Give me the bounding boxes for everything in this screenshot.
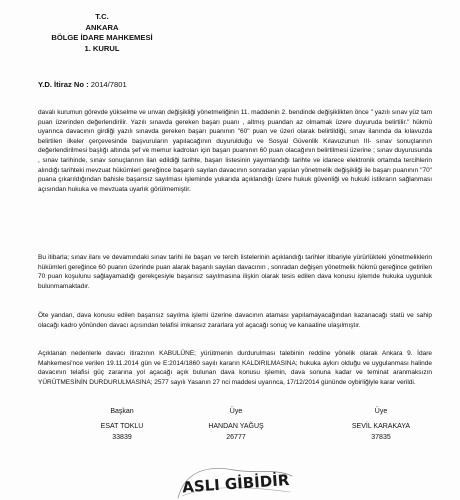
header-line-tc: T.C. xyxy=(95,12,109,21)
signature-number: 26777 xyxy=(226,434,246,441)
objection-number-value: 2014/7801 xyxy=(90,80,127,89)
court-header xyxy=(42,12,162,54)
stamp-text: ASLI GİBİDİR xyxy=(181,471,290,497)
signature-block-member-1 xyxy=(196,406,276,444)
header-line-city: ANKARA xyxy=(85,22,119,32)
signature-block-member-2 xyxy=(336,406,426,444)
signature-name: SEVİL KARAKAYA xyxy=(351,422,411,430)
signature-role: Üye xyxy=(229,408,243,415)
header-line-court: BÖLGE İDARE MAHKEMESİ xyxy=(51,33,153,42)
objection-number-label: Y.D. İtiraz No : xyxy=(38,80,89,89)
signature-block-president xyxy=(82,406,162,444)
signature-name: HANDAN YAĞUŞ xyxy=(208,422,264,430)
signature-role: Üye xyxy=(374,408,388,415)
signature-number: 33839 xyxy=(112,434,132,441)
signature-number: 37835 xyxy=(371,434,391,441)
body-paragraph-4: Açıklanan nedenlerle davacı itirazının KABULÜNE; yürütmenin durdurulması talebinin reddine yönelik olarak Ankara 9. İdare Mahkemesi'nce verilen 19.11.2014 gün ve E:2014/1860 sayılı kararın KALDIRILMASINA; hukuka aykırı olduğu ve uygulanması halinde davacının telafisi güç zararına yol açacağı açık bulunan dava konusu işlemin, dava sonuna kadar ve teminat aranmaksızın YÜRÜTMESİNİN DURDURULMASINA; 2577 sayılı Yasanın 27 nci maddesi uyarınca, 17/12/2014 gününde oybirliğiyle karar verildi. xyxy=(38,350,432,386)
certified-copy-stamp xyxy=(172,462,298,500)
header-line-panel: 1. KURUL xyxy=(84,43,120,53)
objection-number xyxy=(38,80,127,89)
signature-name: ESAT TOKLU xyxy=(100,422,144,430)
body-paragraph-1: davalı kurumun görevde yükselme ve unvan değişikliği yönetmeliğinin 11. maddenin 2. bendinde değişiklikten önce " yazılı sınav yüz tam puan üzerinden değerlendirilir. Yazılı sınavda gereken başarı puanı , altmış puandan az olmamak üzere duyuruda belirtilir." hükmü uyarınca davacının girdiği yazılı sınavda gereken başarı puanının "60" puan ve üzeri olarak belirtildiği, sınav ilanında da kılavuzda belirtilen ilkeler çerçevesinde başvuruların yapılacağının duyurulduğu ve Sosyal Güvenlik Kılavuzunun III- sınav sonuçlarının değerlendirilmesi başlığı altında şef ve memur kadroları için başarı puanının 60 puan olacağının belirtilmesi üzerine ; sınav duyurusunda , sınav tarihinde, sınav sonuçlarının ilan edildiği tarihte, başarı listesinin yayımlandığı tarihte ve idarece elektronik ortamda tercihlerin alındığı tarihteki mevzuat hükümleri gereğince başarılı sayılan davacının sonradan yapılan yönetmelik değişikliği ile başarı puanının "70" puana çıkarıldığından bahisle başarısız sayılması işleminde yukarıda açıklandığı üzere hukuk güvenliği ve hukuki istikrarın sağlanması açısından hukuka ve mevzuata uyarlık görülmemiştir. xyxy=(38,109,432,193)
body-paragraph-3: Öte yandan, dava konusu edilen başarısız sayılma işlemi üzerine davacının ataması yapılamayacağından kazanacağı statü ve sahip olacağı kadro yönünden davacı açısından telafisi imkansız zararlara yol açacağı sonuç ve kanaatine ulaşılmıştır. xyxy=(38,312,432,329)
signature-role: Başkan xyxy=(110,408,134,415)
body-paragraph-2: Bu itibarla; sınav ilanı ve devamındaki sınav tarihi ile başarı ve tercih listelerinin açıklandığı tarihler itibariyle yürürlükteki yönetmeliklerin hükümleri gereğince 60 puanın üzerinde puan alarak başarılı sayılan davacının , sonradan değişen yönetmelik hükmü gereğince getirilen 70 puan koşulunu sağlayamadığı gerekçesiyle başarısız sayılmasına ilişkin olarak tesis edilen dava konusu işlemde hukuka uygunluk bulunmamaktadır. xyxy=(38,254,432,290)
